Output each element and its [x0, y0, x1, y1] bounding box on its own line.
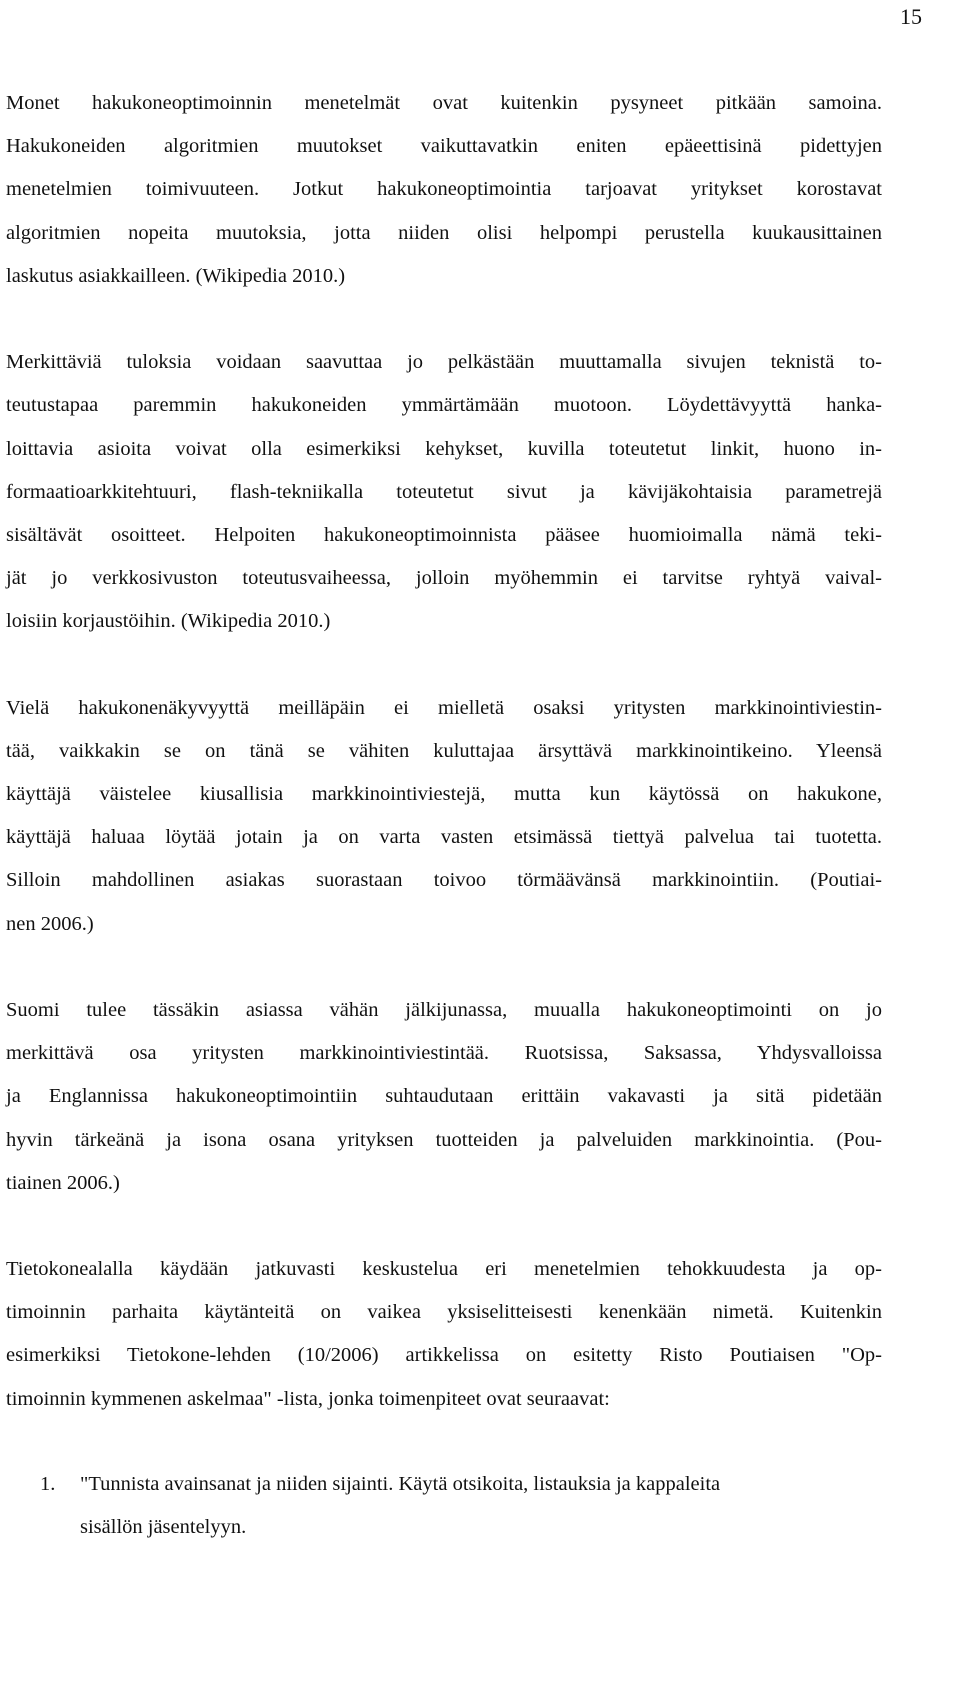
text-line: timoinnin parhaita käytänteitä on vaikea yksiselitteisesti kenenkään nimetä. Kuitenkin: [6, 1301, 882, 1324]
text-line: käyttäjä haluaa löytää jotain ja on varta vasten etsimässä tiettyä palvelua tai tuotetta.: [6, 826, 882, 849]
text-line: Vielä hakukonenäkyvyyttä meilläpäin ei mielletä osaksi yritysten markkinointiviestin-: [6, 696, 882, 719]
text-line: käyttäjä väistelee kiusallisia markkinointiviestejä, mutta kun käytössä on hakukone,: [6, 783, 882, 805]
text-line: formaatioarkkitehtuuri, flash-tekniikalla toteutetut sivut ja kävijäkohtaisia parametrejä: [6, 480, 882, 503]
text-line: ja Englannissa hakukoneoptimointiin suhtaudutaan erittäin vakavasti ja sitä pidetään: [6, 1085, 882, 1108]
text-line: merkittävä osa yritysten markkinointiviestintää. Ruotsissa, Saksassa, Yhdysvalloissa: [6, 1042, 882, 1065]
text-line: hyvin tärkeänä ja isona osana yrityksen tuotteiden ja palveluiden markkinointia. (Pou-: [6, 1128, 882, 1151]
page-number: 15: [900, 4, 922, 29]
text-line: sisältävät osoitteet. Helpoiten hakukoneoptimoinnista pääsee huomioimalla nämä teki-: [6, 523, 882, 546]
paragraph-3: [6, 687, 882, 946]
text-line: Suomi tulee tässäkin asiassa vähän jälkijunassa, muualla hakukoneoptimointi on jo: [6, 998, 882, 1021]
paragraph-5: [6, 1248, 882, 1421]
text-line: Hakukoneiden algoritmien muutokset vaikuttavatkin eniten epäeettisinä pidettyjen: [6, 135, 882, 158]
text-line: laskutus asiakkailleen. (Wikipedia 2010.): [6, 264, 346, 287]
text-line: Merkittäviä tuloksia voidaan saavuttaa jo pelkästään muuttamalla sivujen teknistä to-: [6, 351, 882, 374]
text-line: teutustapaa paremmin hakukoneiden ymmärtämään muotoon. Löydettävyyttä hanka-: [6, 394, 882, 417]
list-item-number: 1.: [40, 1472, 56, 1495]
text-line: tää, vaikkakin se on tänä se vähiten kuluttajaa ärsyttävä markkinointikeino. Yleensä: [6, 739, 882, 762]
text-line: Tietokonealalla käydään jatkuvasti keskustelua eri menetelmien tehokkuudesta ja op-: [6, 1258, 882, 1281]
paragraph-2: [6, 341, 882, 643]
text-line: jät jo verkkosivuston toteutusvaiheessa, jolloin myöhemmin ei tarvitse ryhtyä vaival-: [6, 567, 882, 590]
text-line: timoinnin kymmenen askelmaa" -lista, jonka toimenpiteet ovat seuraavat:: [6, 1387, 610, 1410]
document-body: [6, 82, 882, 1549]
text-line: Monet hakukoneoptimoinnin menetelmät ovat kuitenkin pysyneet pitkään samoina.: [6, 92, 882, 114]
text-line: menetelmien toimivuuteen. Jotkut hakukoneoptimointia tarjoavat yritykset korostavat: [6, 178, 882, 201]
text-line: "Tunnista avainsanat ja niiden sijainti. Käytä otsikoita, listauksia ja kappaleita: [80, 1472, 721, 1495]
text-line: sisällön jäsentelyyn.: [80, 1516, 247, 1538]
text-line: nen 2006.): [6, 912, 94, 935]
text-line: loisiin korjaustöihin. (Wikipedia 2010.): [6, 610, 331, 633]
paragraph-4: [6, 989, 882, 1205]
list-item: [6, 1463, 882, 1549]
text-line: esimerkiksi Tietokone-lehden (10/2006) artikkelissa on esitetty Risto Poutiaisen "Op-: [6, 1344, 882, 1367]
paragraph-1: [6, 82, 882, 298]
text-line: algoritmien nopeita muutoksia, jotta niiden olisi helpompi perustella kuukausittainen: [6, 221, 882, 244]
numbered-list: [6, 1463, 882, 1549]
text-line: tiainen 2006.): [6, 1171, 120, 1194]
text-line: Silloin mahdollinen asiakas suorastaan toivoo törmäävänsä markkinointiin. (Poutiai-: [6, 869, 882, 892]
text-line: loittavia asioita voivat olla esimerkiksi kehykset, kuvilla toteutetut linkit, huono in-: [6, 437, 882, 460]
